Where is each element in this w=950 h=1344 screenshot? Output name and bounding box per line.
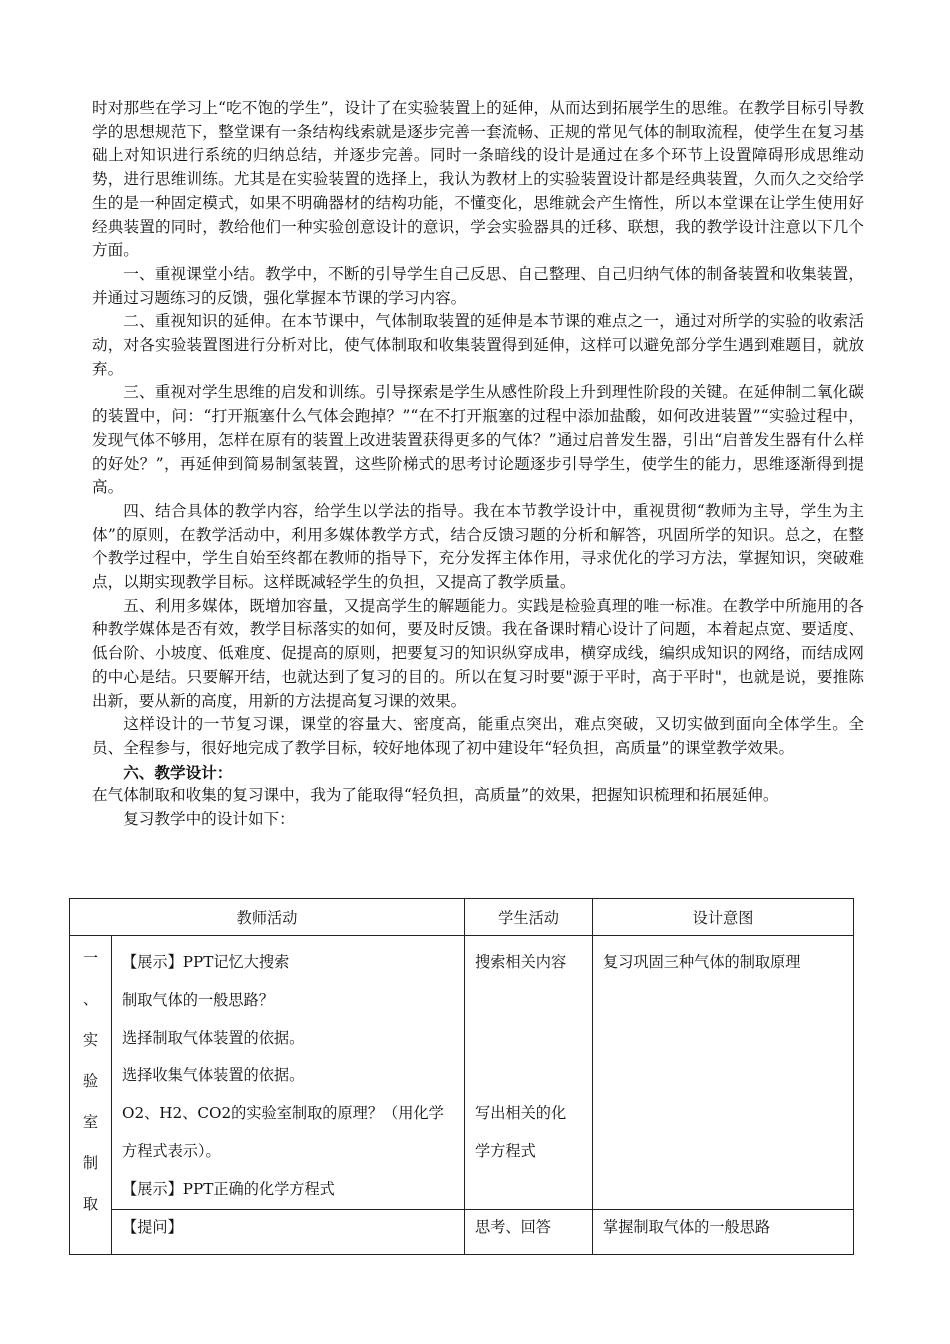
teacher-line: 【展示】PPT记忆大搜索	[122, 953, 290, 971]
student-line	[475, 1020, 592, 1058]
table-row	[70, 1209, 854, 1254]
teacher-activity-cell: 【提问】	[112, 1209, 465, 1254]
paragraph-point-2: 二、重视知识的延伸。在本节课中，气体制取装置的延伸是本节课的难点之一，通过对所学的实验的收索活动，对各实验装置图进行分析对比，使气体制取和收集装置得到延伸，这样可以避免部分学生遇到难题目，就放弃。	[92, 312, 864, 378]
teacher-line: 方程式表示）。	[122, 1141, 221, 1160]
paragraph-point-1: 一、重视课堂小结。教学中，不断的引导学生自己反思、自己整理、自己归纳气体的制备装置和收集装置，并通过习题练习的反馈，强化掌握本节课的学习内容。	[92, 264, 864, 307]
paragraph-point-4: 四、结合具体的教学内容，给学生以学法的指导。我在本节教学设计中，重视贯彻“教师为主导，学生为主体”的原则，在教学活动中，利用多媒体教学方式，结合反馈习题的分析和解答，巩固所学的知识。总之，在整个教学过程中，学生自始至终都在教师的指导下，充分发挥主体作用，寻求优化的学习方法，掌握知识，突破难点，以期实现教学目标。这样既减轻学生的负担，又提高了教学质量。	[92, 501, 864, 592]
teacher-line: 选择收集气体装置的依据。	[122, 1066, 305, 1085]
table-row	[70, 936, 854, 1210]
section-heading: 六、教学设计：	[123, 762, 233, 782]
teaching-design-table	[69, 898, 854, 1255]
teacher-line: 【展示】PPT正确的化学方程式	[122, 1179, 335, 1198]
teacher-line: 选择制取气体装置的依据。	[122, 1028, 305, 1047]
intro-line: 在气体制取和收集的复习课中，我为了能取得“轻负担，高质量”的效果，把握知识梳理和拓展延伸。	[92, 786, 779, 805]
teacher-activity-cell	[112, 936, 465, 1210]
section-char: 一	[82, 949, 99, 967]
table-header-row	[70, 899, 854, 936]
design-intent-cell: 复习巩固三种气体的制取原理	[593, 936, 854, 1210]
student-line: 学方程式	[475, 1141, 536, 1160]
student-activity-cell	[465, 936, 593, 1210]
paragraph-intro: 时对那些在学习上“吃不饱的学生”，设计了在实验装置上的延伸，从而达到拓展学生的思维。在教学目标引导教学的思想规范下，整堂课有一条结构线索就是逐步完善一套流畅、正规的常见气体的制取流程，使学生在复习基础上对知识进行系统的归纳总结，并逐步完善。同时一条暗线的设计是通过在多个环节上设置障碍形成思维动势，进行思维训练。尤其是在实验装置的选择上，我认为教材上的实验装置设计都是经典装置，久而久之交给学生的是一种固定模式，如果不明确器材的结构功能，不懂变化，思维就会产生惰性，所以本堂课在让学生使用好经典装置的同时，教给他们一种实验创意设计的意识，学会实验器具的迁移、联想，我的教学设计注意以下几个方面。	[92, 99, 864, 260]
section-char: 制	[82, 1154, 99, 1172]
teacher-line: 制取气体的一般思路？	[122, 990, 274, 1009]
design-intent-cell: 掌握制取气体的一般思路	[593, 1209, 854, 1254]
header-teacher-activity: 教师活动	[70, 899, 465, 936]
student-line	[475, 1057, 592, 1095]
section-char: 验	[82, 1072, 99, 1090]
section-char: 、	[82, 990, 99, 1008]
document-body	[92, 97, 864, 832]
section-char: 实	[82, 1031, 99, 1049]
intro-line-2: 复习教学中的设计如下：	[123, 810, 295, 829]
paragraph-point-5: 五、利用多媒体，既增加容量，又提高学生的解题能力。实践是检验真理的唯一标准。在教学中所施用的各种教学媒体是否有效，教学目标落实的如何，要及时反馈。我在备课时精心设计了问题，本着起点宽、要适度、低台阶、小坡度、低难度、促提高的原则，把要复习的知识纵穿成串，横穿成线，编织成知识的网络，而结成网的中心是结。只要解开结，也就达到了复习的目的。所以在复习时要"源于平时，高于平时"，也就是说，要推陈出新，要从新的高度，用新的方法提高复习课的效果。	[92, 596, 864, 710]
section-label-cell	[70, 936, 112, 1255]
section-char: 室	[82, 1113, 99, 1131]
header-student-activity: 学生活动	[465, 899, 593, 936]
student-line	[475, 982, 592, 1020]
student-line: 搜索相关内容	[475, 953, 567, 971]
section-char: 取	[82, 1195, 99, 1213]
header-design-intent: 设计意图	[593, 899, 854, 936]
paragraph-point-3: 三、重视对学生思维的启发和训练。引导探索是学生从感性阶段上升到理性阶段的关键。在延伸制二氧化碳的装置中，问：“打开瓶塞什么气体会跑掉？”“在不打开瓶塞的过程中添加盐酸，如何改进装置”“实验过程中，发现气体不够用，怎样在原有的装置上改进装置获得更多的气体？”通过启普发生器，引出“启普发生器有什么样的好处？”，再延伸到简易制氢装置，这些阶梯式的思考讨论题逐步引导学生，使学生的能力，思维逐渐得到提高。	[92, 383, 864, 497]
student-activity-cell: 思考、回答	[465, 1209, 593, 1254]
paragraph-summary: 这样设计的一节复习课，课堂的容量大、密度高，能重点突出，难点突破，又切实做到面向全体学生。全员、全程参与，很好地完成了教学目标，较好地体现了初中建设年“轻负担，高质量”的课堂教学效果。	[92, 715, 864, 757]
student-line: 写出相关的化	[475, 1104, 567, 1123]
teacher-line: O2、H2、CO2的实验室制取的原理？（用化学	[122, 1104, 444, 1123]
